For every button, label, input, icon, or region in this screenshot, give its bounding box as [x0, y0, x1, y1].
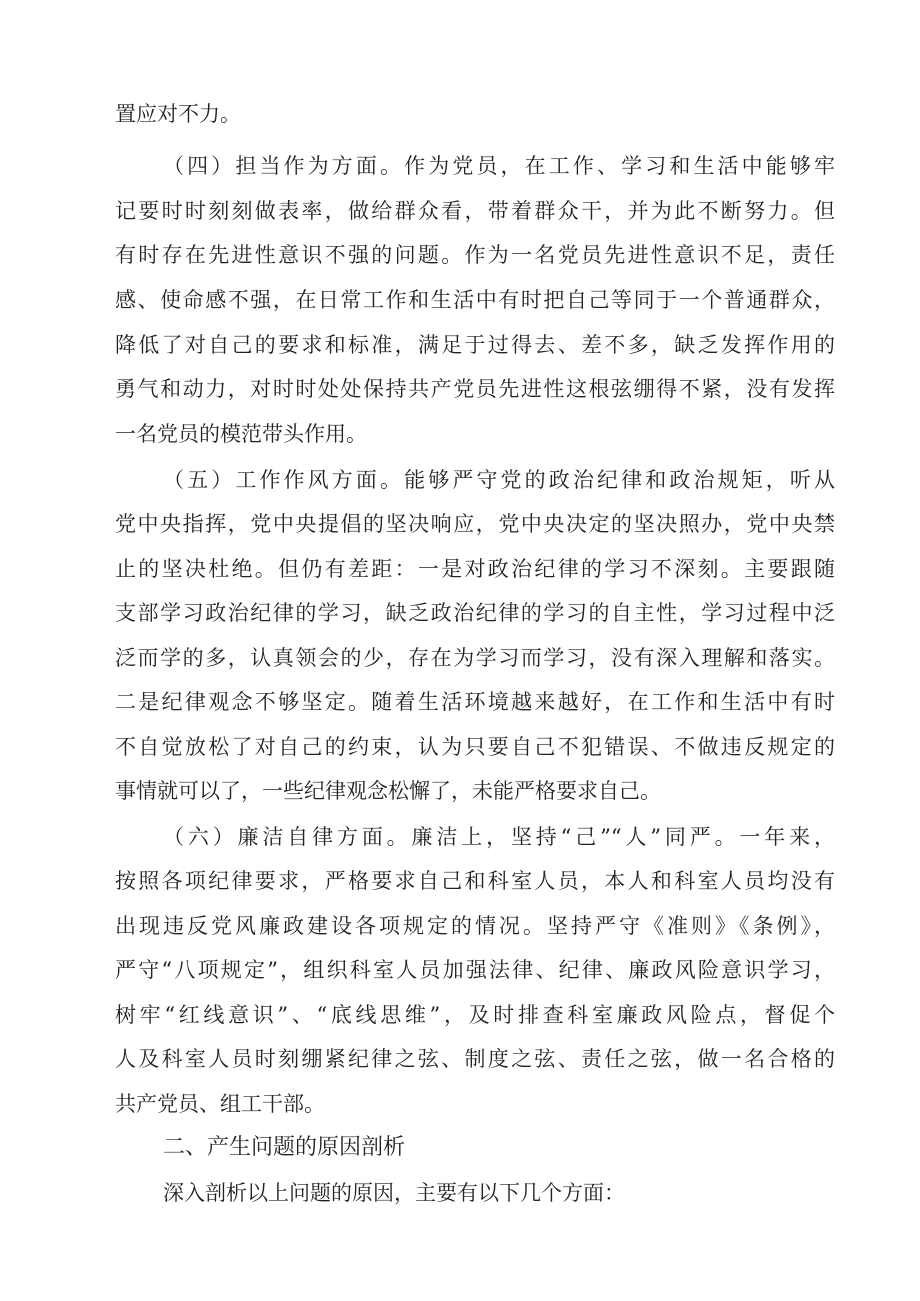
paragraph-line: 勇气和动力，对时时处处保持共产党员先进性这根弦绷得不紧，没有发挥 [115, 377, 835, 401]
paragraph-line: 不自觉放松了对自己的约束，认为只要自己不犯错误、不做违反规定的 [115, 735, 835, 759]
paragraph-line: 严守“八项规定”，组织科室人员加强法律、纪律、廉政风险意识学习， [115, 958, 835, 982]
paragraph-line: 二是纪律观念不够坚定。随着生活环境越来越好，在工作和生活中有时 [115, 690, 835, 714]
paragraph-line: 感、使命感不强，在日常工作和生活中有时把自己等同于一个普通群众， [115, 288, 835, 312]
paragraph-line: 一名党员的模范带头作用。 [115, 422, 367, 446]
paragraph-line: 泛而学的多，认真领会的少，存在为学习而学习，没有深入理解和落实。 [115, 646, 835, 670]
paragraph-line: 支部学习政治纪律的学习，缺乏政治纪律的学习的自主性，学习过程中泛 [115, 601, 835, 625]
paragraph-line: 党中央指挥，党中央提倡的坚决响应，党中央决定的坚决照办，党中央禁 [115, 512, 835, 536]
paragraph-line: 出现违反党风廉政建设各项规定的情况。坚持严守《准则》《条例》， [115, 914, 835, 938]
paragraph-line: 事情就可以了，一些纪律观念松懈了，未能严格要求自己。 [115, 779, 661, 803]
paragraph-line: 人及科室人员时刻绷紧纪律之弦、制度之弦、责任之弦，做一名合格的 [115, 1047, 835, 1071]
paragraph-line: 降低了对自己的要求和标准，满足于过得去、差不多，缺乏发挥作用的 [115, 333, 835, 357]
paragraph-line: （四）担当作为方面。作为党员，在工作、学习和生活中能够牢 [163, 154, 835, 178]
paragraph-line: 共产党员、组工干部。 [115, 1092, 325, 1116]
paragraph-line: 有时存在先进性意识不强的问题。作为一名党员先进性意识不足，责任 [115, 243, 835, 267]
paragraph-line: 树牢“红线意识”、“底线思维”，及时排查科室廉政风险点，督促个 [115, 1003, 835, 1027]
section-intro: 深入剖析以上问题的原因，主要有以下几个方面： [163, 1181, 625, 1205]
paragraph-line: （六）廉洁自律方面。廉洁上，坚持“己”“人”同严。一年来， [163, 825, 835, 849]
paragraph-line: 按照各项纪律要求，严格要求自己和科室人员，本人和科室人员均没有 [115, 869, 835, 893]
section-heading: 二、产生问题的原因剖析 [163, 1135, 406, 1160]
paragraph-line: 止的坚决杜绝。但仍有差距：一是对政治纪律的学习不深刻。主要跟随 [115, 557, 835, 581]
paragraph-line: （五）工作作风方面。能够严守党的政治纪律和政治规矩，听从 [163, 468, 835, 492]
paragraph-line: 记要时时刻刻做表率，做给群众看，带着群众干，并为此不断努力。但 [115, 199, 835, 223]
paragraph-line: 置应对不力。 [115, 102, 241, 126]
